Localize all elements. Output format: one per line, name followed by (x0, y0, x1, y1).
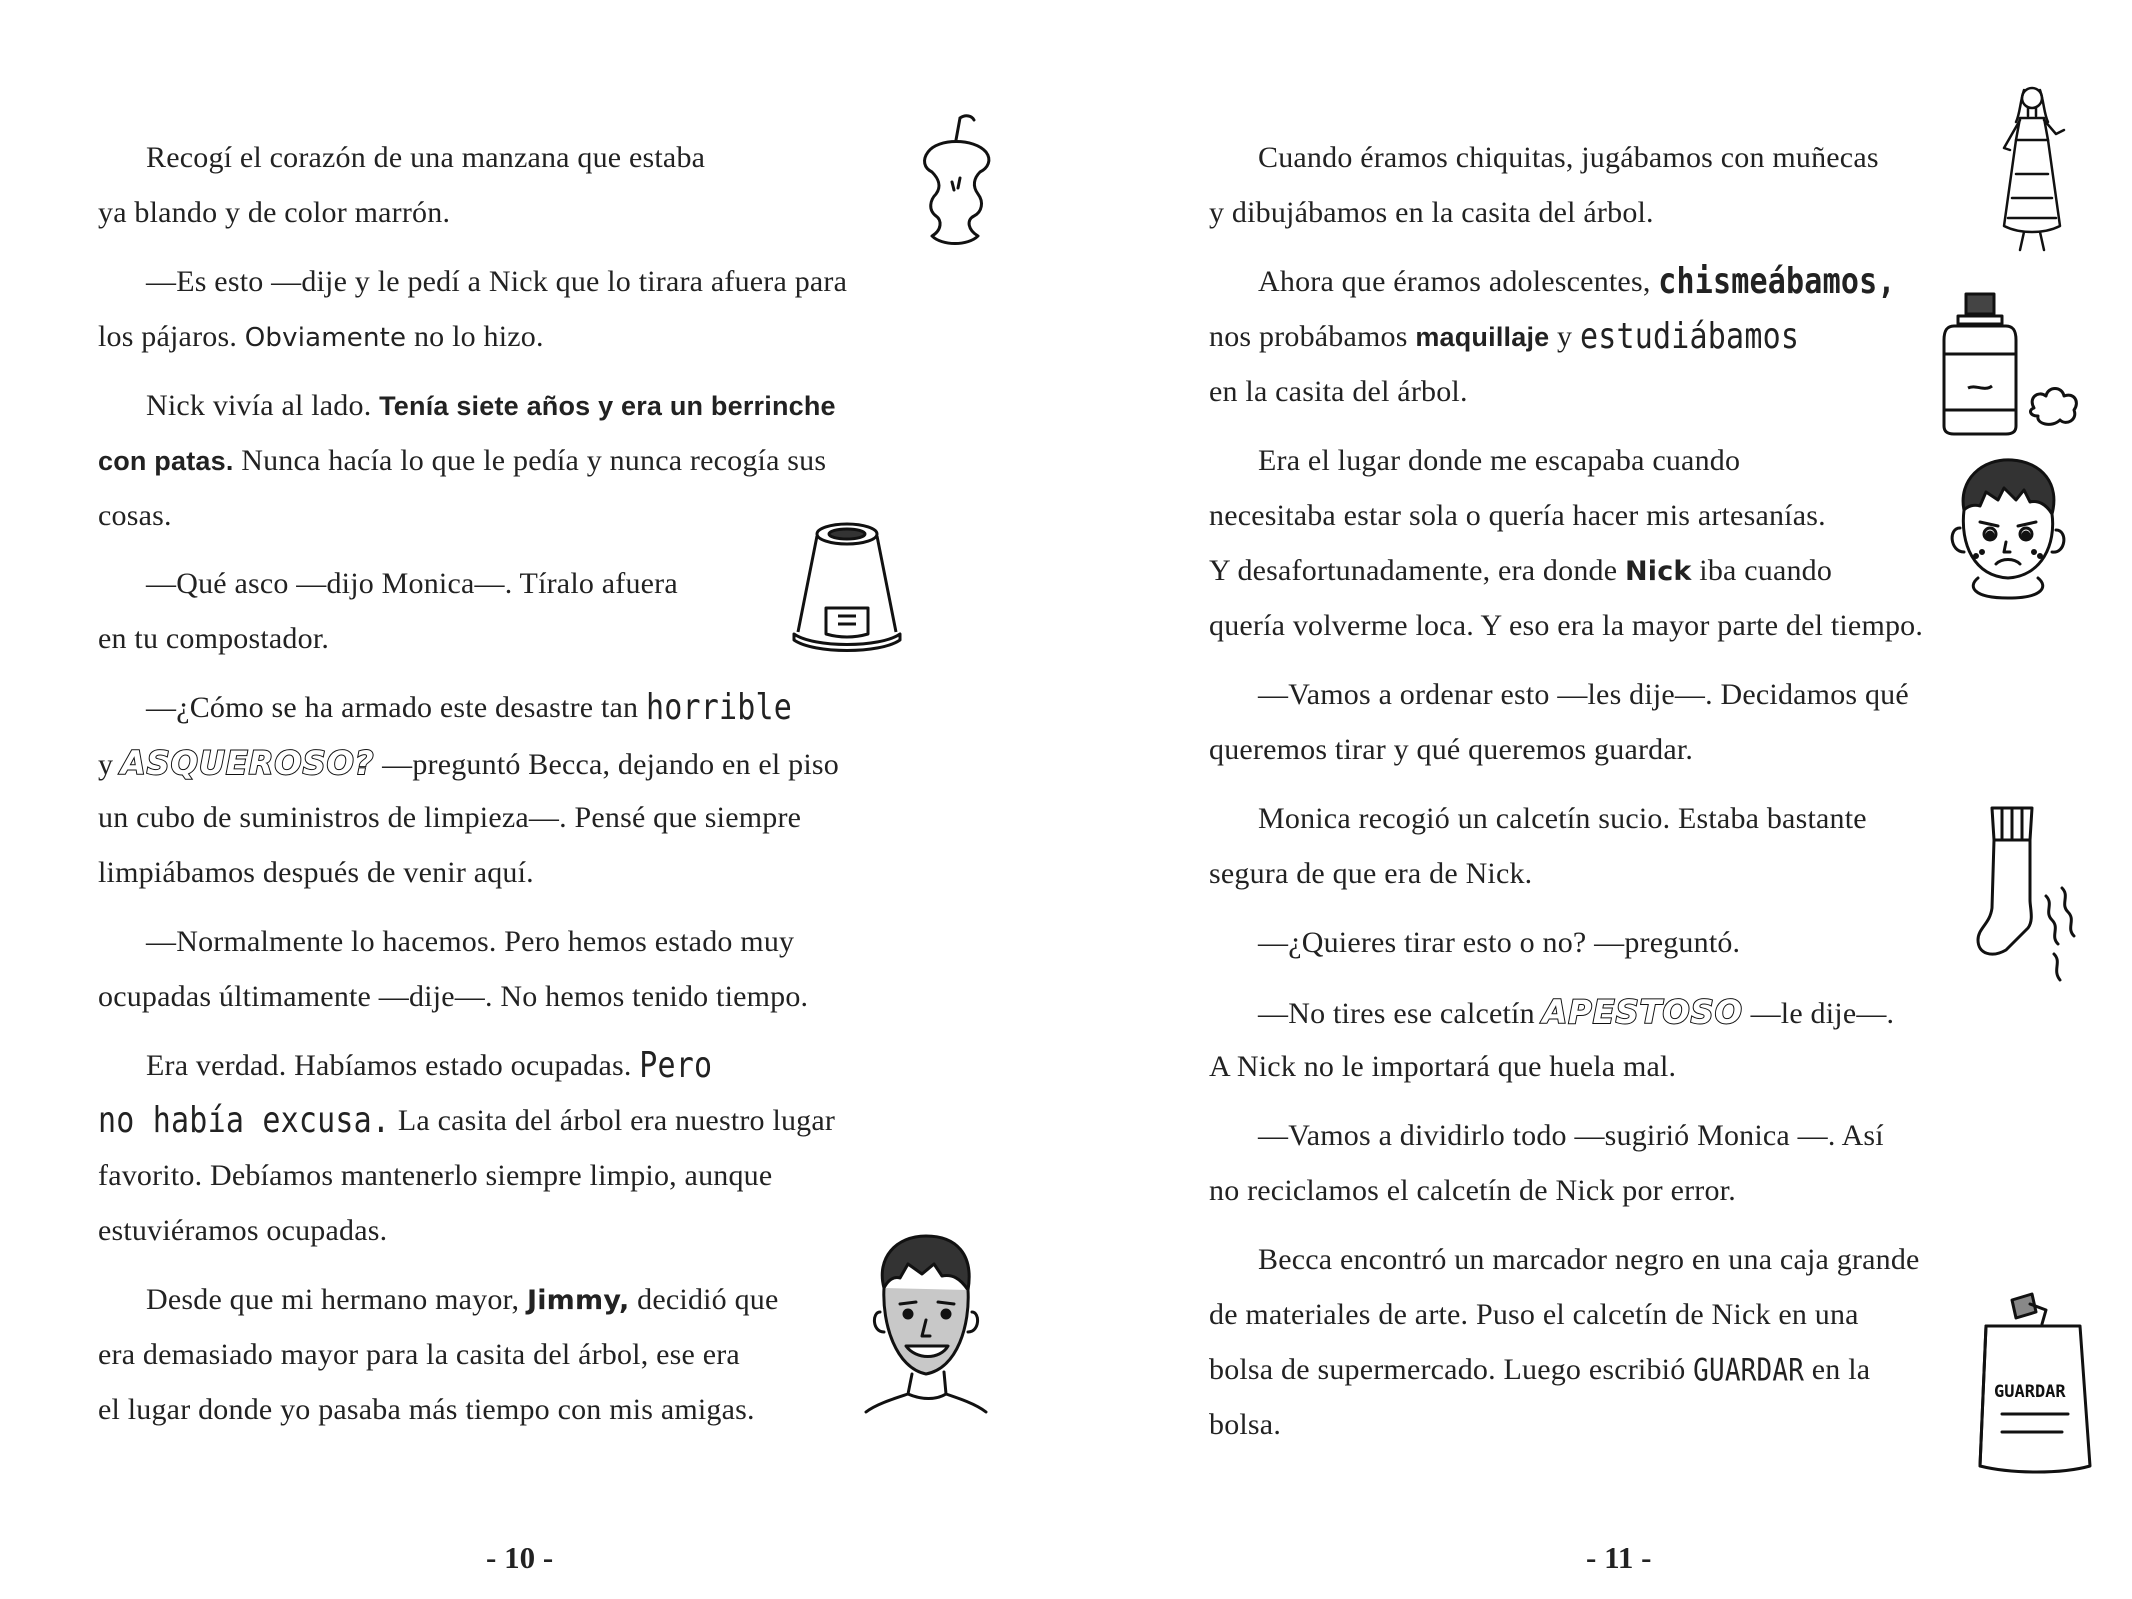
text-line: Y desafortunadamente, era donde Nick iba cuando (1209, 554, 1833, 587)
text-line: Ahora que éramos adolescentes, chismeábamos, (1258, 262, 1896, 302)
emphasis-bold: Jimmy, (526, 1285, 630, 1316)
text-line: bolsa de supermercado. Luego escribió GUARDAR en la (1209, 1350, 1870, 1391)
emphasis-hand: horrible (645, 686, 793, 729)
text-line: —Normalmente lo hacemos. Pero hemos estado muy (146, 925, 795, 958)
text-line: estuviéramos ocupadas. (98, 1214, 388, 1247)
emphasis-hand: Obviamente (244, 323, 407, 353)
text-line: Cuando éramos chiquitas, jugábamos con muñecas (1258, 141, 1879, 174)
emphasis-hand: chismeábamos, (1658, 260, 1896, 303)
text-line: en tu compostador. (98, 622, 330, 655)
smelly-sock-icon (1970, 804, 2090, 988)
text-line: favorito. Debíamos mantenerlo siempre limpio, aunque (98, 1159, 773, 1192)
emphasis-hand: no había excusa. (98, 1099, 391, 1142)
text-line: y dibujábamos en la casita del árbol. (1209, 196, 1654, 229)
emphasis-bold: maquillaje (1415, 322, 1550, 352)
doll-icon (1990, 78, 2074, 254)
text-line: —¿Cómo se ha armado este desastre tan horrible (146, 688, 792, 728)
text-line: —Qué asco —dijo Monica—. Tíralo afuera (146, 567, 678, 600)
text-line: no reciclamos el calcetín de Nick por error. (1209, 1174, 1736, 1207)
text-line: ya blando y de color marrón. (98, 196, 451, 229)
right-page (1066, 0, 2132, 1599)
page-number: - 10 - (486, 1540, 554, 1575)
text-line: cosas. (98, 499, 172, 532)
text-line: Desde que mi hermano mayor, Jimmy, decidió que (146, 1283, 779, 1316)
page-number: - 11 - (1586, 1540, 1652, 1575)
text-line: era demasiado mayor para la casita del árbol, ese era (98, 1338, 740, 1371)
text-line: Monica recogió un calcetín sucio. Estaba bastante (1258, 802, 1867, 835)
text-line: A Nick no le importará que huela mal. (1209, 1050, 1677, 1083)
text-line: no había excusa. La casita del árbol era nuestro lugar (98, 1101, 835, 1141)
jimmy-portrait-icon (856, 1228, 992, 1414)
text-line: necesitaba estar sola o quería hacer mis artesanías. (1209, 499, 1826, 532)
text-line: —Vamos a ordenar esto —les dije—. Decidamos qué (1258, 678, 1909, 711)
bag-label: GUARDAR (1994, 1382, 2066, 1402)
text-line: en la casita del árbol. (1209, 375, 1468, 408)
shopping-bag-icon (1972, 1290, 2098, 1486)
text-line: —Es esto —dije y le pedí a Nick que lo tirara afuera para (146, 265, 848, 298)
text-line: los pájaros. Obviamente no lo hizo. (98, 320, 544, 353)
apple-core-icon (908, 112, 1004, 252)
text-line: y ASQUEROSO? —preguntó Becca, dejando en el piso (98, 744, 839, 782)
emphasis-hand: estudiábamos (1579, 315, 1800, 358)
text-line: quería volverme loca. Y eso era la mayor parte del tiempo. (1209, 609, 1924, 642)
emphasis-outline: APESTOSO (1542, 993, 1743, 1031)
text-line: Nick vivía al lado. Tenía siete años y era un berrinche (146, 389, 836, 422)
text-line: queremos tirar y qué queremos guardar. (1209, 733, 1694, 766)
nick-portrait-icon (1938, 452, 2078, 602)
text-line: limpiábamos después de venir aquí. (98, 856, 534, 889)
text-line: bolsa. (1209, 1408, 1282, 1441)
emphasis-bold: Tenía siete años y era un berrinche (379, 391, 836, 421)
compost-bin-icon (784, 516, 910, 656)
text-line: Recogí el corazón de una manzana que estaba (146, 141, 706, 174)
text-line: Era el lugar donde me escapaba cuando (1258, 444, 1741, 477)
emphasis-outline: ASQUEROSO? (120, 744, 375, 782)
text-line: Becca encontró un marcador negro en una caja grande (1258, 1243, 1920, 1276)
text-line: Era verdad. Habíamos estado ocupadas. Pero (146, 1046, 712, 1086)
text-line: un cubo de suministros de limpieza—. Pensé que siempre (98, 801, 802, 834)
text-line: —¿Quieres tirar esto o no? —preguntó. (1258, 926, 1741, 959)
text-line: nos probábamos maquillaje y estudiábamos (1209, 317, 1799, 357)
text-line: con patas. Nunca hacía lo que le pedía y nunca recogía sus (98, 444, 827, 477)
text-line: ocupadas últimamente —dije—. No hemos tenido tiempo. (98, 980, 809, 1013)
emphasis-hand: Pero (639, 1044, 713, 1087)
text-line: —No tires ese calcetín APESTOSO —le dije—. (1258, 993, 1895, 1031)
makeup-bottle-icon (1928, 290, 2118, 440)
text-line: segura de que era de Nick. (1209, 857, 1533, 890)
text-line: —Vamos a dividirlo todo —sugirió Monica —. Así (1258, 1119, 1884, 1152)
emphasis-hand: GUARDAR (1693, 1353, 1805, 1389)
text-line: de materiales de arte. Puso el calcetín de Nick en una (1209, 1298, 1859, 1331)
emphasis-bold: con patas. (98, 446, 234, 476)
emphasis-bold: Nick (1624, 556, 1692, 587)
text-line: el lugar donde yo pasaba más tiempo con mis amigas. (98, 1393, 755, 1426)
